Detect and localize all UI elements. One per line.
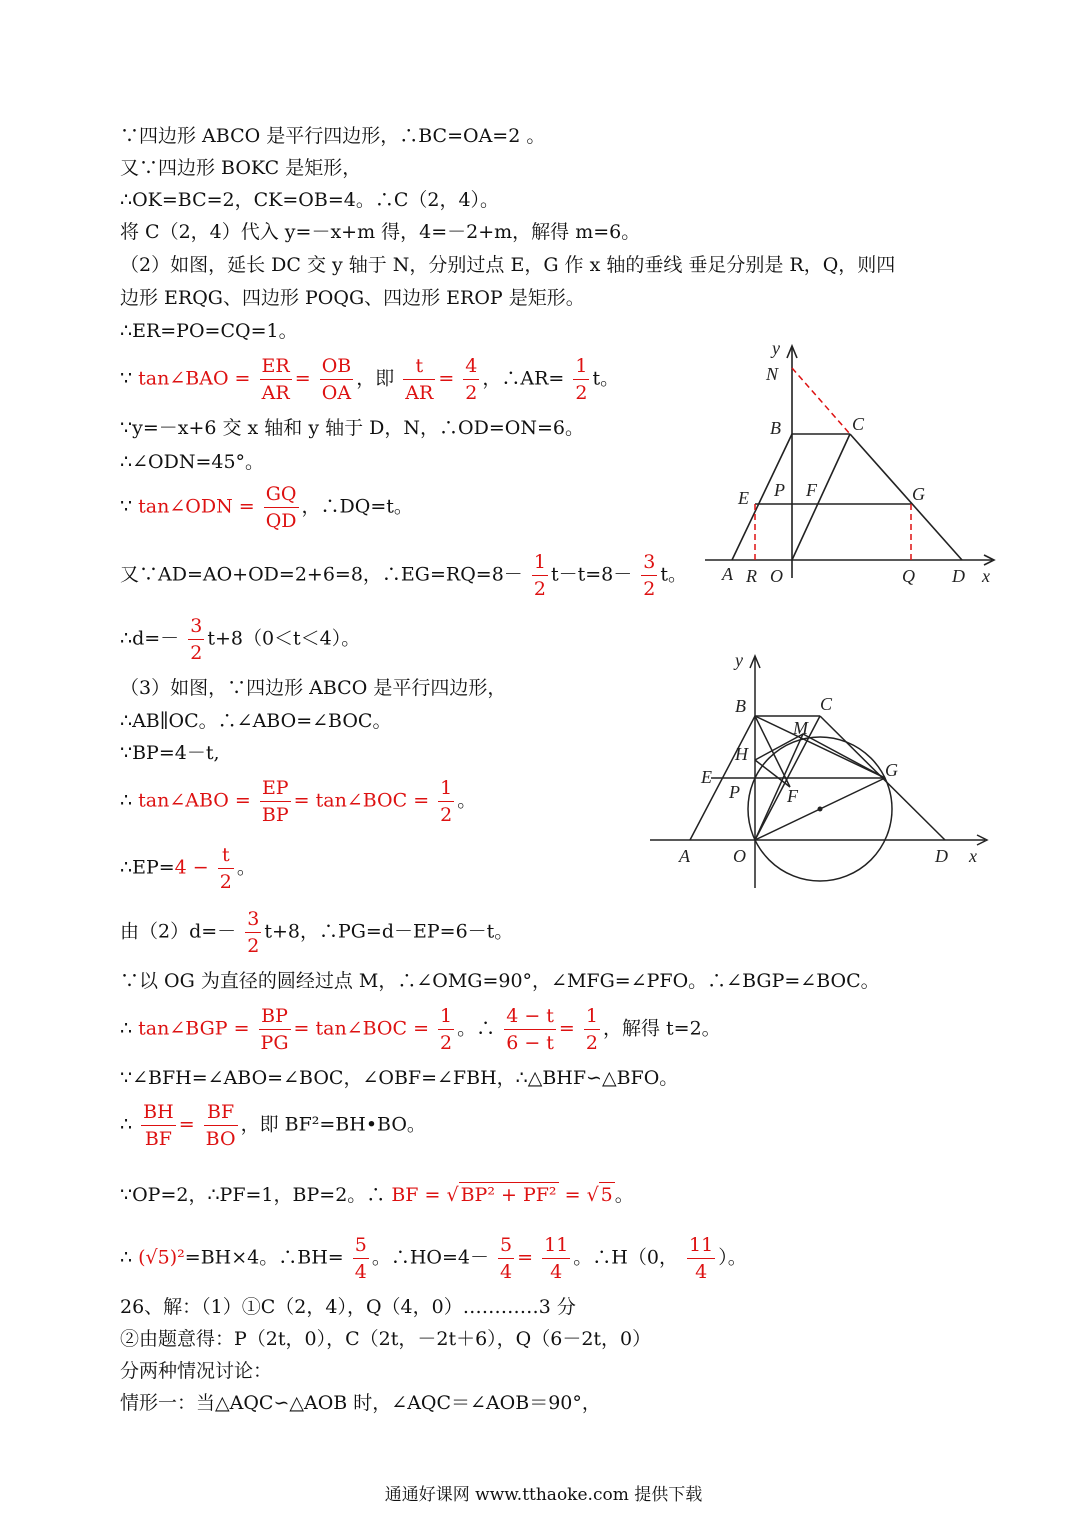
svg-text:O: O (733, 846, 746, 866)
text-line: ∴AB∥OC。∴∠ABO=∠BOC。 (120, 710, 392, 732)
text-line: ∵以 OG 为直径的圆经过点 M，∴∠OMG=90°，∠MFG=∠PFO。∴∠BGP=∠BOC。 (120, 970, 880, 992)
formula-line: 又∵AD=AO+OD=2+6=8，∴EG=RQ=8－ $\frac{1}{2}$ t－t=8－ $\frac{3}{2}$ t。 (120, 551, 687, 600)
fraction: $\frac{5}{4}$ (354, 1234, 367, 1283)
svg-text:P: P (774, 480, 785, 500)
fraction: $\frac{4 - t}{6 - t}$ (506, 1005, 554, 1054)
formula-line: ∴EP=4 − $\frac{t}{2}$ 。 (120, 844, 256, 893)
fraction: $\frac{BH}{BF}$ (143, 1101, 174, 1150)
radical: √ 5 (586, 1184, 613, 1206)
svg-text:O: O (770, 566, 783, 586)
text-line: ∴ER=PO=CQ=1。 (120, 320, 298, 342)
svg-text:x: x (982, 566, 990, 586)
svg-text:A: A (722, 564, 733, 584)
text-line: （2）如图，延长 DC 交 y 轴于 N，分别过点 E，G 作 x 轴的垂线 垂足分别是 R，Q，则四 (120, 254, 896, 276)
circle-center-dot (818, 807, 823, 812)
svg-text:D: D (952, 566, 965, 586)
text-line: ∵∠BFH=∠ABO=∠BOC，∠OBF=∠FBH，∴△BHF∽△BFO。 (120, 1067, 679, 1089)
fraction: $\frac{BP}{PG}$ (260, 1005, 289, 1054)
svg-text:P: P (729, 782, 740, 802)
fraction: $\frac{3}{2}$ (643, 551, 656, 600)
svg-text:E: E (738, 488, 749, 508)
svg-text:G: G (885, 760, 898, 780)
svg-text:B: B (770, 418, 781, 438)
formula-line: 由（2）d=－ $\frac{3}{2}$ t+8，∴PG=d－EP=6－t。 (120, 908, 514, 957)
svg-text:G: G (912, 484, 925, 504)
svg-text:M: M (793, 718, 808, 738)
text-line: 将 C（2，4）代入 y=－x+m 得，4=－2+m，解得 m=6。 (120, 221, 641, 243)
fraction: $\frac{11}{4}$ (689, 1234, 714, 1283)
formula-line: ∵ tan∠BAO = $\frac{ER}{AR}$ = $\frac{OB}{OA}$ ，即 $\frac{t}{AR}$ = $\frac{4}{2}$ ，∴AR= $\frac{1}{2}$ t。 (120, 355, 620, 404)
fraction: $\frac{GQ}{QD}$ (265, 483, 297, 532)
fraction: $\frac{EP}{BP}$ (261, 777, 289, 826)
formula-line: ∴d=－ $\frac{3}{2}$ t+8（0＜t＜4）。 (120, 615, 361, 664)
svg-text:R: R (746, 566, 757, 586)
fraction: $\frac{BF}{BO}$ (205, 1101, 236, 1150)
text-line: ∴OK=BC=2，CK=OB=4。∴C（2，4）。 (120, 189, 500, 211)
formula-line: ∴ tan∠BGP = $\frac{BP}{PG}$ = tan∠BOC = $\frac{1}{2}$ 。∴ $\frac{4 - t}{6 - t}$ = $\frac{1}{2}$ ，解得 t=2。 (120, 1005, 721, 1054)
text-line: 边形 ERQG、四边形 POQG、四边形 EROP 是矩形。 (120, 287, 585, 309)
svg-text:C: C (820, 694, 833, 714)
text-line: （3）如图，∵四边形 ABCO 是平行四边形， (120, 677, 507, 699)
formula-line: ∵OP=2，∴PF=1，BP=2。∴ BF = √ BP² + PF² = √ 5 。 (120, 1184, 634, 1206)
fraction: $\frac{1}{2}$ (440, 1005, 453, 1054)
svg-text:N: N (766, 364, 779, 384)
text-line: ②由题意得：P（2t，0），C（2t，－2t＋6），Q（6－2t，0） (120, 1328, 652, 1350)
figure-1-trapezoid (700, 338, 1000, 588)
fraction: $\frac{11}{4}$ (544, 1234, 569, 1283)
svg-text:y: y (735, 650, 743, 670)
fraction: $\frac{1}{2}$ (440, 777, 453, 826)
text-line: ∵y=－x+6 交 x 轴和 y 轴于 D，N，∴OD=ON=6。 (120, 417, 584, 439)
fraction: $\frac{3}{2}$ (190, 615, 203, 664)
fraction: $\frac{3}{2}$ (247, 908, 260, 957)
svg-text:C: C (852, 414, 865, 434)
svg-text:H: H (735, 744, 748, 764)
fraction: $\frac{ER}{AR}$ (261, 355, 290, 404)
fraction: $\frac{1}{2}$ (575, 355, 588, 404)
svg-text:E: E (701, 767, 712, 787)
fraction: $\frac{5}{4}$ (500, 1234, 513, 1283)
svg-text:x: x (969, 846, 977, 866)
text-line: ∴∠ODN=45°。 (120, 451, 265, 473)
figure-2-circle (645, 650, 990, 890)
text-line: ∵四边形 ABCO 是平行四边形，∴BC=OA=2 。 (120, 125, 546, 147)
fraction: $\frac{4}{2}$ (465, 355, 478, 404)
svg-text:y: y (772, 338, 780, 358)
fraction: $\frac{1}{2}$ (585, 1005, 598, 1054)
text-line: 26、解：（1）①C（2，4），Q（4，0）…………3 分 (120, 1296, 576, 1318)
formula-line: ∴ tan∠ABO = $\frac{EP}{BP}$ = tan∠BOC = $\frac{1}{2}$ 。 (120, 777, 477, 826)
radical: √ BP² + PF² (446, 1184, 557, 1206)
fraction: $\frac{1}{2}$ (533, 551, 546, 600)
fraction: $\frac{t}{AR}$ (405, 355, 434, 404)
formula-line: ∵ tan∠ODN = $\frac{GQ}{QD}$ ，∴DQ=t。 (120, 483, 413, 532)
svg-text:Q: Q (902, 566, 915, 586)
page-footer: 通通好课网 www.tthaoke.com 提供下载 (384, 1485, 703, 1505)
fraction: $\frac{OB}{OA}$ (321, 355, 352, 404)
text-line: 又∵四边形 BOKC 是矩形， (120, 157, 362, 179)
formula-line: ∴ $\frac{BH}{BF}$ = $\frac{BF}{BO}$ ，即 BF²=BH•BO。 (120, 1101, 426, 1150)
svg-text:F: F (787, 786, 798, 806)
svg-text:D: D (935, 846, 948, 866)
svg-text:A: A (679, 846, 690, 866)
fraction: $\frac{t}{2}$ (219, 844, 232, 893)
svg-text:B: B (735, 696, 746, 716)
formula-line: ∴ (√5)²=BH×4。∴BH= $\frac{5}{4}$ 。∴HO=4－ $\frac{5}{4}$ = $\frac{11}{4}$ 。∴H（0， $\frac{11}{4}$ ）。 (120, 1234, 747, 1283)
svg-text:F: F (806, 480, 817, 500)
text-line: 分两种情况讨论： (120, 1360, 273, 1382)
text-line: ∵BP=4－t, (120, 742, 220, 764)
text-line: 情形一：当△AQC∽△AOB 时，∠AQC＝∠AOB＝90°， (120, 1392, 601, 1414)
